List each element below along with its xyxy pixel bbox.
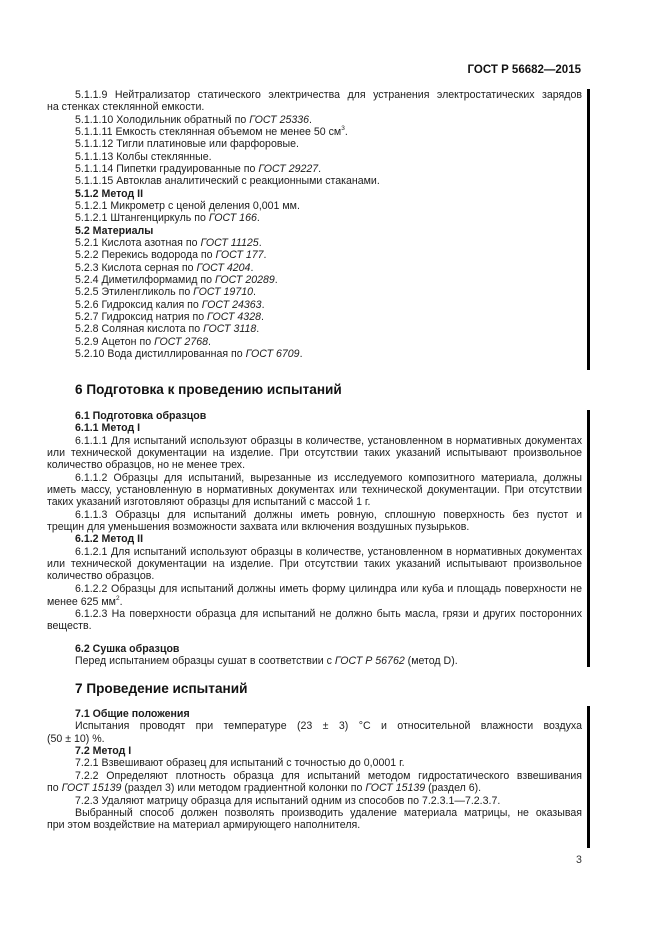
page-number: 3 [576,854,582,866]
paragraph-line: Выбранный способ должен позволять производить удаление материала матрицы, не оказывая [75,807,582,819]
material-item: 5.2.9 Ацетон по ГОСТ 2768. [75,336,211,348]
paragraph-line: (50 ± 10) %. [47,733,105,745]
material-item: 5.2.10 Вода дистиллированная по ГОСТ 6709. [75,348,303,360]
gost-reference: ГОСТ Р 56762 [334,655,405,667]
material-item: 5.2.6 Гидроксид калия по ГОСТ 24363. [75,299,265,311]
gost-reference: ГОСТ 15139 [61,782,122,794]
gost-reference: ГОСТ 25336 [249,114,310,126]
section-heading-6: 6 Подготовка к проведению испытаний [75,382,342,397]
gost-reference: ГОСТ 166 [208,212,257,224]
paragraph-line: на стенках стеклянной емкости. [47,101,205,113]
paragraph-line: количество образцов, но не менее трех. [47,459,246,471]
list-item: 5.1.2.1 Штангенциркуль по ГОСТ 166. [75,212,260,224]
paragraph-line: 6.1.1.1 Для испытаний используют образцы в количестве, установленном в нормативных документах [75,435,582,447]
list-item: 5.1.1.13 Колбы стеклянные. [75,151,212,163]
paragraph-line: 6.1.1.3 Образцы для испытаний должны иметь ровную, сплошную поверхность без пустот и [75,509,582,521]
paragraph-line: Перед испытанием образцы сушат в соответствии с ГОСТ Р 56762 (метод D). [75,655,458,667]
gost-reference: ГОСТ 29227 [258,163,319,175]
paragraph-line: 6.1.2.1 Для испытаний используют образцы в количестве, установленном в нормативных документах [75,546,582,558]
subsection-heading: 7.2 Метод I [75,745,132,757]
subsection-heading: 6.1 Подготовка образцов [75,410,207,422]
paragraph-line: или технической документации на изделие. При отсутствии таких указаний испытывают произвольное [47,447,582,459]
paragraph-line: количество образцов. [47,570,155,582]
subsection-heading: 6.1.2 Метод II [75,533,144,545]
change-bar-3 [587,706,590,848]
material-item: 5.2.2 Перекись водорода по ГОСТ 177. [75,249,267,261]
paragraph-line: 7.2.2 Определяют плотность образца для испытаний методом гидростатического взвешивания [75,770,582,782]
change-bar-2 [587,410,590,667]
material-item: 5.2.1 Кислота азотная по ГОСТ 11125. [75,237,262,249]
subsection-heading: 5.1.2 Метод II [75,188,144,200]
subsection-heading: 6.2 Сушка образцов [75,643,180,655]
paragraph-line: таких указаний изготовляют образцы для испытаний с массой 1 г. [47,496,371,508]
list-item: 5.1.2.1 Микрометр с ценой деления 0,001 мм. [75,200,300,212]
material-item: 5.2.4 Диметилформамид по ГОСТ 20289. [75,274,278,286]
standard-header: ГОСТ Р 56682—2015 [467,64,581,76]
paragraph-line: 6.1.2.3 На поверхности образца для испытаний не должно быть масла, грязи и других посторонних [75,608,582,620]
paragraph-line: 6.1.2.2 Образцы для испытаний должны иметь форму цилиндра или куба и площадь поверхности не [75,583,582,595]
paragraph-line: веществ. [47,620,92,632]
paragraph-line: менее 625 $мм^2$. [47,595,123,608]
list-item: 5.1.1.14 Пипетки градуированные по ГОСТ 29227. [75,163,322,175]
list-item: 5.1.1.11 Емкость стеклянная объемом не менее 50 $см^3$. [75,125,348,138]
gost-reference: ГОСТ 15139 [365,782,426,794]
paragraph-line: 7.2.1 Взвешивают образец для испытаний с точностью до 0,0001 г. [75,757,405,769]
paragraph-line: 6.1.1.2 Образцы для испытаний, вырезанные из исследуемого композитного материала, должны [75,472,582,484]
list-item: 5.1.1.12 Тигли платиновые или фарфоровые. [75,138,299,150]
subsection-heading: 6.1.1 Метод I [75,422,141,434]
paragraph-line: или технической документации на изделие. При отсутствии таких указаний испытывают произвольное [47,558,582,570]
paragraph-line: Испытания проводят при температуре (23 ± 3) °С и относительной влажности воздуха [75,720,582,732]
material-item: 5.2.3 Кислота серная по ГОСТ 4204. [75,262,254,274]
list-item: 5.1.1.10 Холодильник обратный по ГОСТ 25336. [75,114,312,126]
paragraph-line: 5.1.1.9 Нейтрализатор статического электричества для устранения электростатических зарядов [75,89,582,101]
material-item: 5.2.7 Гидроксид натрия по ГОСТ 4328. [75,311,264,323]
paragraph-line: 7.2.3 Удаляют матрицу образца для испытаний одним из способов по 7.2.3.1—7.2.3.7. [75,795,501,807]
subsection-heading: 5.2 Материалы [75,225,154,237]
paragraph-line: трещин для уменьшения возможности захвата или включения воздушных пузырьков. [47,521,470,533]
subsection-heading: 7.1 Общие положения [75,708,190,720]
material-item: 5.2.8 Соляная кислота по ГОСТ 3118. [75,323,260,335]
paragraph-line: иметь массу, установленную в нормативных документах или технической документации. При отсутствии [47,484,582,496]
section-heading-7: 7 Проведение испытаний [75,681,248,696]
list-item: 5.1.1.15 Автоклав аналитический с реакционными стаканами. [75,175,380,187]
change-bar-1 [587,89,590,370]
paragraph-line: при этом воздействие на материал армирующего наполнителя. [47,819,361,831]
paragraph-line: по ГОСТ 15139 (раздел 3) или методом градиентной колонки по ГОСТ 15139 (раздел 6). [47,782,482,794]
material-item: 5.2.5 Этиленгликоль по ГОСТ 19710. [75,286,256,298]
